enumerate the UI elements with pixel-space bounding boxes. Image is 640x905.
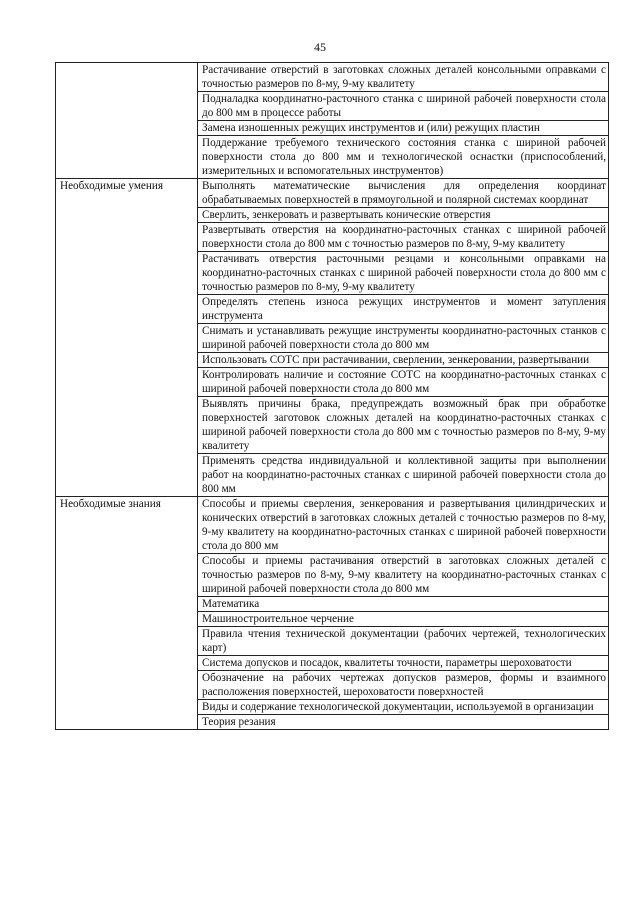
table-cell-item: Использовать СОТС при растачивании, сверлении, зенкеровании, развертывании — [198, 353, 609, 368]
table-cell-item: Теория резания — [198, 715, 609, 730]
table-cell-item: Выявлять причины брака, предупреждать возможный брак при обработке поверхностей заготовок сложных деталей на координатно-расточных станках с шириной рабочей поверхности стола до 800 мм с точностью размеров по 8-му, 9-му квалитету — [198, 397, 609, 454]
table-cell-item: Способы и приемы растачивания отверстий в заготовках сложных деталей с точностью размеров по 8-му, 9-му квалитету на координатно-расточных станках с шириной рабочей поверхности стола до 800 мм — [198, 554, 609, 597]
table-cell-item: Замена изношенных режущих инструментов и (или) режущих пластин — [198, 121, 609, 136]
table-cell-item: Определять степень износа режущих инструментов и момент затупления инструмента — [198, 295, 609, 324]
section-label: Необходимые умения — [56, 179, 198, 497]
competency-table-body — [56, 63, 609, 730]
table-cell-item: Правила чтения технической документации (рабочих чертежей, технологических карт) — [198, 627, 609, 656]
table-cell-item: Растачивание отверстий в заготовках сложных деталей консольными оправками с точностью размеров по 8-му, 9-му квалитету — [198, 63, 609, 92]
table-cell-item: Способы и приемы сверления, зенкерования и развертывания цилиндрических и конических отверстий в заготовках сложных деталей с точностью размеров по 8-му, 9-му квалитету на координатно-расточных станках с шириной рабочей поверхности стола до 800 мм — [198, 497, 609, 554]
competency-table — [55, 62, 609, 730]
table-cell-item: Виды и содержание технологической документации, используемой в организации — [198, 700, 609, 715]
table-cell-item: Применять средства индивидуальной и коллективной защиты при выполнении работ на координатно-расточных станках с шириной рабочей поверхности стола до 800 мм — [198, 454, 609, 497]
table-cell-item: Контролировать наличие и состояние СОТС на координатно-расточных станках с шириной рабочей поверхности стола до 800 мм — [198, 368, 609, 397]
page-number: 45 — [314, 40, 326, 54]
table-cell-item: Выполнять математические вычисления для определения координат обрабатываемых поверхностей в прямоугольной и полярной системах координат — [198, 179, 609, 208]
table-row — [56, 63, 609, 92]
table-cell-item: Снимать и устанавливать режущие инструменты координатно-расточных станков с шириной рабочей поверхности стола до 800 мм — [198, 324, 609, 353]
section-label — [56, 63, 198, 179]
table-row — [56, 179, 609, 208]
section-label: Необходимые знания — [56, 497, 198, 730]
table-cell-item: Система допусков и посадок, квалитеты точности, параметры шероховатости — [198, 656, 609, 671]
table-cell-item: Поддержание требуемого технического состояния станка с шириной рабочей поверхности стола до 800 мм и технологической оснастки (приспособлений, измерительных и вспомогательных инструментов) — [198, 136, 609, 179]
table-cell-item: Подналадка координатно-расточного станка с шириной рабочей поверхности стола до 800 мм в процессе работы — [198, 92, 609, 121]
table-row — [56, 497, 609, 554]
table-cell-item: Растачивать отверстия расточными резцами и консольными оправками на координатно-расточных станках с шириной рабочей поверхности стола до 800 мм с точностью размеров по 8-му, 9-му квалитету — [198, 252, 609, 295]
table-cell-item: Математика — [198, 597, 609, 612]
table-cell-item: Сверлить, зенкеровать и развертывать конические отверстия — [198, 208, 609, 223]
table-cell-item: Обозначение на рабочих чертежах допусков размеров, формы и взаимного расположения поверхностей, шероховатости поверхностей — [198, 671, 609, 700]
table-cell-item: Машиностроительное черчение — [198, 612, 609, 627]
table-cell-item: Развертывать отверстия на координатно-расточных станках с шириной рабочей поверхности стола до 800 мм с точностью размеров по 8-му, 9-му квалитету — [198, 223, 609, 252]
